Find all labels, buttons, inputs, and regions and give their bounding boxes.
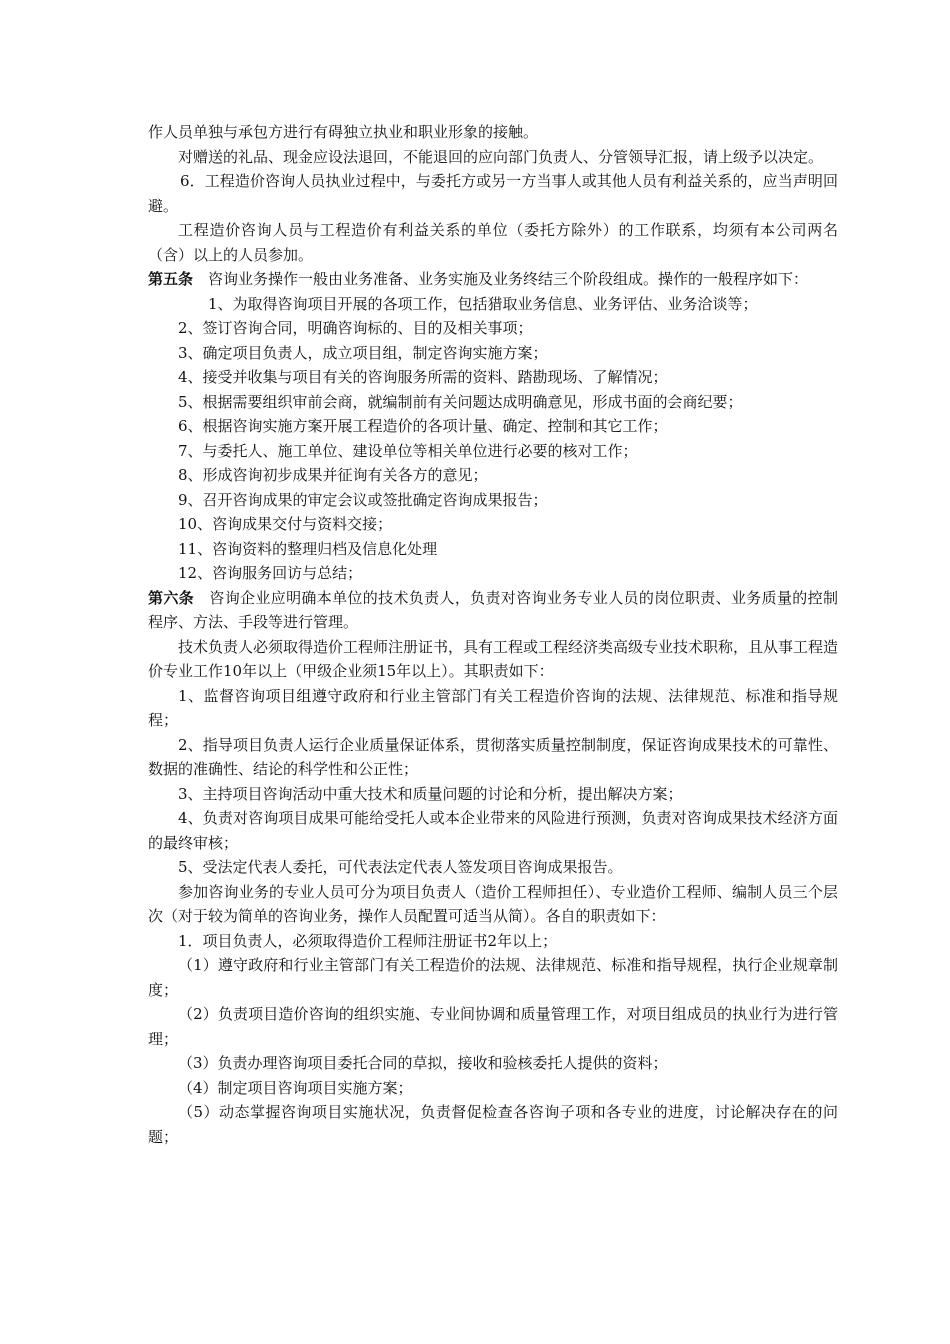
- step-item: 2、签订咨询合同，明确咨询标的、目的及相关事项；: [178, 319, 533, 337]
- pm-title: 1．项目负责人，必须取得造价工程师注册证书2年以上；: [178, 931, 558, 950]
- step-item: 4、接受并收集与项目有关的咨询服务所需的资料、踏勘现场、了解情况；: [178, 368, 668, 386]
- paragraph: 对赠送的礼品、现金应设法退回，不能退回的应向部门负责人、分管领导汇报，请上级予以决定。: [178, 147, 824, 166]
- duty-item: 1、监督咨询项目组遵守政府和行业主管部门有关工程造价咨询的法规、法律规范、标准和指导规程；: [148, 686, 838, 729]
- article-5-text: 咨询业务操作一般由业务准备、业务实施及业务终结三个阶段组成。操作的一般程序如下：: [193, 270, 809, 288]
- step-item: 7、与委托人、施工单位、建设单位等相关单位进行必要的核对工作；: [178, 441, 638, 460]
- duty-item: （4）制定项目咨询项目实施方案；: [178, 1078, 413, 1097]
- step-item: 8、形成咨询初步成果并征询有关各方的意见；: [178, 466, 488, 484]
- paragraph: 参加咨询业务的专业人员可分为项目负责人（造价工程师担任）、专业造价工程师、编制人员三个层次（对于较为简单的咨询业务，操作人员配置可适当从简）。各自的职责如下：: [148, 882, 838, 925]
- article-5: [148, 267, 838, 292]
- step-item: 9、召开咨询成果的审定会议或签批确定咨询成果报告；: [178, 490, 548, 509]
- step-item: 12、咨询服务回访与总结；: [178, 564, 363, 582]
- paragraph: 作人员单独与承包方进行有碍独立执业和职业形象的接触。: [148, 123, 539, 141]
- step-item: 10、咨询成果交付与资料交接；: [178, 515, 393, 533]
- step-item: 6、根据咨询实施方案开展工程造价的各项计量、确定、控制和其它工作；: [178, 417, 668, 435]
- duty-item: （3）负责办理咨询项目委托合同的草拟，接收和验核委托人提供的资料；: [178, 1054, 668, 1072]
- step-item: 11、咨询资料的整理归档及信息化处理: [178, 539, 438, 558]
- document-page: [148, 120, 838, 1149]
- duty-item: 2、指导项目负责人运行企业质量保证体系，贯彻落实质量控制制度，保证咨询成果技术的可靠性、数据的准确性、结论的科学性和公正性；: [148, 735, 838, 778]
- paragraph: 6．工程造价咨询人员执业过程中，与委托方或另一方当事人或其他人员有利益关系的，应当声明回避。: [148, 172, 838, 215]
- paragraph: 技术负责人必须取得造价工程师注册证书，具有工程或工程经济类高级专业技术职称，且从事工程造价专业工作10年以上（甲级企业须15年以上）。其职责如下：: [148, 637, 839, 680]
- duty-item: 3、主持项目咨询活动中重大技术和质量问题的讨论和分析，提出解决方案；: [178, 784, 683, 803]
- paragraph: 工程造价咨询人员与工程造价有利益关系的单位（委托方除外）的工作联系，均须有本公司两名（含）以上的人员参加。: [148, 221, 838, 264]
- duty-item: （2）负责项目造价咨询的组织实施、专业间协调和质量管理工作，对项目组成员的执业行为进行管理；: [148, 1005, 838, 1048]
- step-item: 5、根据需要组织审前会商，就编制前有关问题达成明确意见，形成书面的会商纪要；: [178, 392, 743, 411]
- article-6: [148, 586, 838, 635]
- duty-item: 5、受法定代表人委托，可代表法定代表人签发项目咨询成果报告。: [178, 858, 623, 876]
- duty-item: （5）动态掌握咨询项目实施状况，负责督促检查各咨询子项和各专业的进度，讨论解决存在的问题；: [148, 1103, 838, 1146]
- article-6-text: 咨询企业应明确本单位的技术负责人，负责对咨询业务专业人员的岗位职责、业务质量的控制程序、方法、手段等进行管理。: [148, 588, 838, 631]
- duty-item: （1）遵守政府和行业主管部门有关工程造价的法规、法律规范、标准和指导规程，执行企业规章制度；: [148, 956, 838, 999]
- duty-item: 4、负责对咨询项目成果可能给受托人或本企业带来的风险进行预测，负责对咨询成果技术经济方面的最终审核；: [148, 809, 838, 852]
- step-item: 3、确定项目负责人，成立项目组，制定咨询实施方案；: [178, 343, 548, 362]
- step-item: 1、为取得咨询项目开展的各项工作，包括猎取业务信息、业务评估、业务洽谈等；: [208, 294, 758, 313]
- article-5-title: 第五条: [148, 270, 194, 288]
- article-6-title: 第六条: [148, 588, 195, 607]
